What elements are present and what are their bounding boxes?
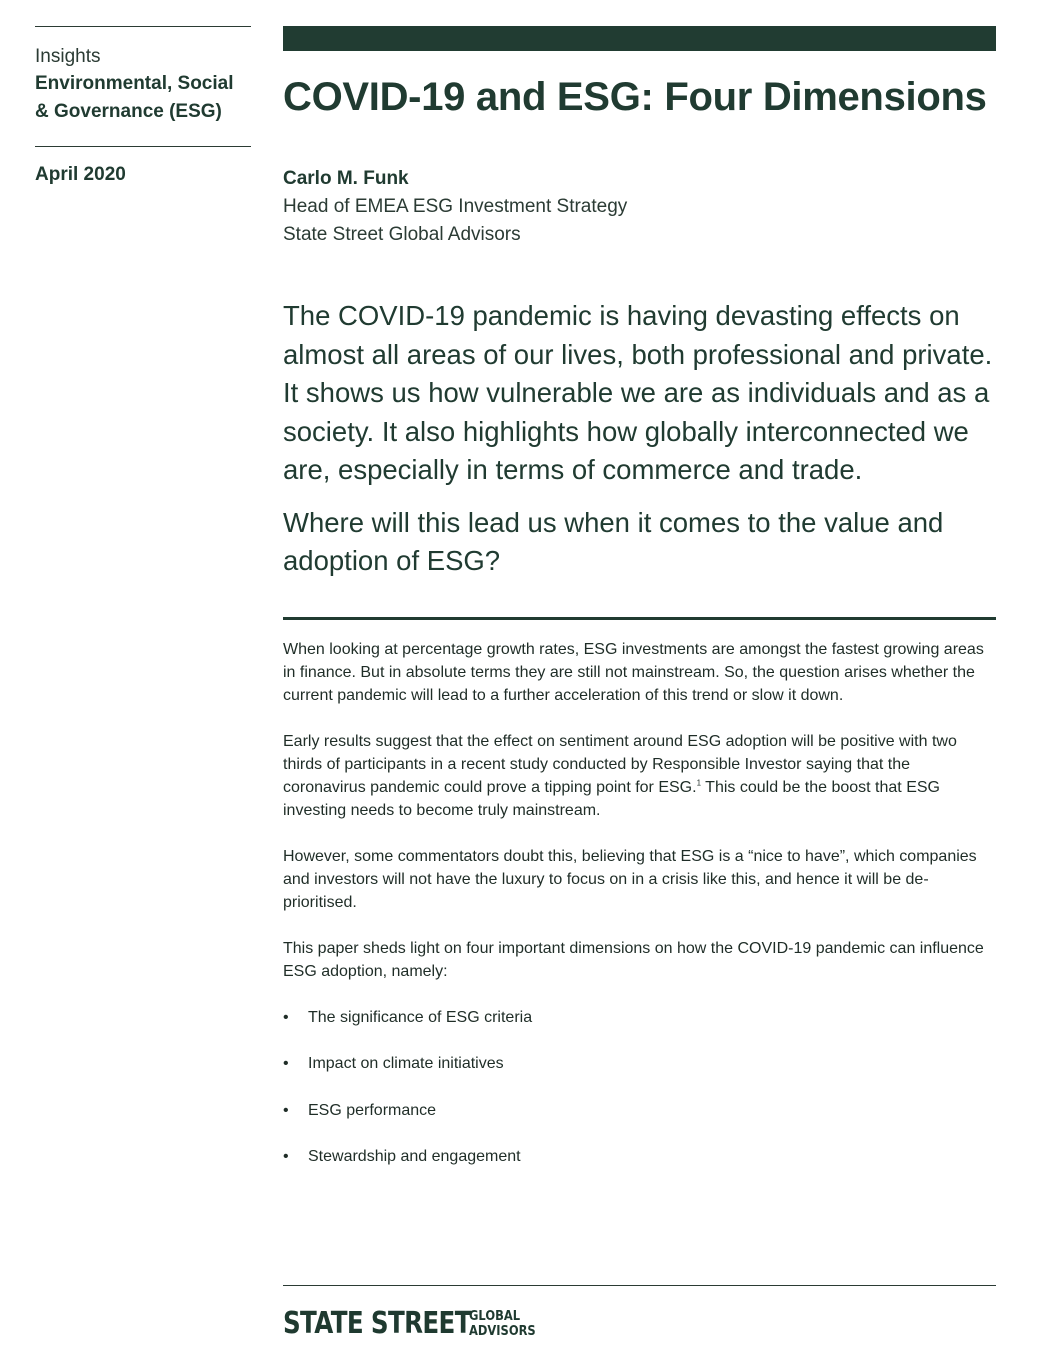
list-item-label: ESG performance (308, 1101, 437, 1119)
section-kicker: Insights (35, 46, 101, 67)
sidebar (35, 26, 251, 188)
footer-rule (283, 1285, 996, 1286)
intro-question: Where will this lead us when it comes to the value and adoption of ESG? (283, 506, 944, 576)
body-paragraph-3: However, some commentators doubt this, believing that ESG is a “nice to have”, which companies and investors will not have the luxury to focus on in a crisis like this, and hence it will be de-prioritised. (283, 847, 977, 911)
body-paragraph-4: This paper sheds light on four important dimensions on how the COVID-19 pandemic can influence ESG adoption, namely: (283, 939, 984, 980)
body-paragraph-2 (283, 730, 996, 822)
bullet-icon: • (283, 1055, 289, 1072)
logo-wordmark: STATE STREET (283, 1306, 471, 1341)
author-block (283, 165, 996, 249)
footnote-ref[interactable]: 1 (696, 778, 702, 788)
category-line-1: Environmental, Social (35, 73, 234, 94)
article (283, 26, 996, 1168)
state-street-logo (283, 1306, 547, 1342)
logo-subtitle-line-1: GLOBAL (469, 1308, 521, 1324)
list-item (283, 1006, 996, 1029)
bullet-icon: • (283, 1008, 289, 1026)
intro (283, 297, 996, 581)
category-label (35, 70, 251, 126)
body-paragraph-2-continued: This could be the boost that ESG investing needs to become truly mainstream. (283, 778, 940, 819)
publication-date: April 2020 (35, 164, 126, 185)
author-name: Carlo M. Funk (283, 168, 409, 189)
logo-subtitle-line-2: ADVISORS (469, 1323, 536, 1339)
intro-paragraph: The COVID-19 pandemic is having devasting effects on almost all areas of our lives, both professional and private. It shows us how vulnerable we are as individuals and as a society. It also highlights how globally interconnected we are, especially in terms of commerce and trade. (283, 300, 993, 485)
dimensions-list (283, 1006, 996, 1169)
list-item-label: The significance of ESG criteria (308, 1008, 533, 1026)
category-line-2: & Governance (ESG) (35, 101, 222, 122)
list-item-label: Stewardship and engagement (308, 1148, 521, 1165)
bullet-icon: • (283, 1148, 289, 1165)
bullet-icon: • (283, 1101, 289, 1119)
list-item (283, 1099, 996, 1122)
page-title: COVID-19 and ESG: Four Dimensions (283, 75, 987, 119)
author-role: Head of EMEA ESG Investment Strategy (283, 196, 628, 217)
body-text (283, 638, 996, 1169)
sidebar-top-rule (35, 26, 251, 27)
list-item (283, 1145, 996, 1168)
sidebar-divider (35, 146, 251, 147)
author-organization: State Street Global Advisors (283, 224, 521, 245)
logo-subtitle (469, 1309, 536, 1339)
list-item-label: Impact on climate initiatives (308, 1055, 504, 1072)
list-item (283, 1052, 996, 1075)
intro-divider (283, 617, 996, 620)
body-paragraph-1: When looking at percentage growth rates, ESG investments are amongst the fastest growing areas in finance. But in absolute terms they are still not mainstream. So, the question arises whether the current pandemic will lead to a further acceleration of this trend or slow it down. (283, 640, 984, 704)
header-bar (283, 26, 996, 51)
body-paragraph-2-text: Early results suggest that the effect on sentiment around ESG adoption will be positive with two thirds of participants in a recent study conducted by Responsible Investor saying that the coronavirus pandemic could prove a tipping point for ESG. (283, 732, 957, 796)
